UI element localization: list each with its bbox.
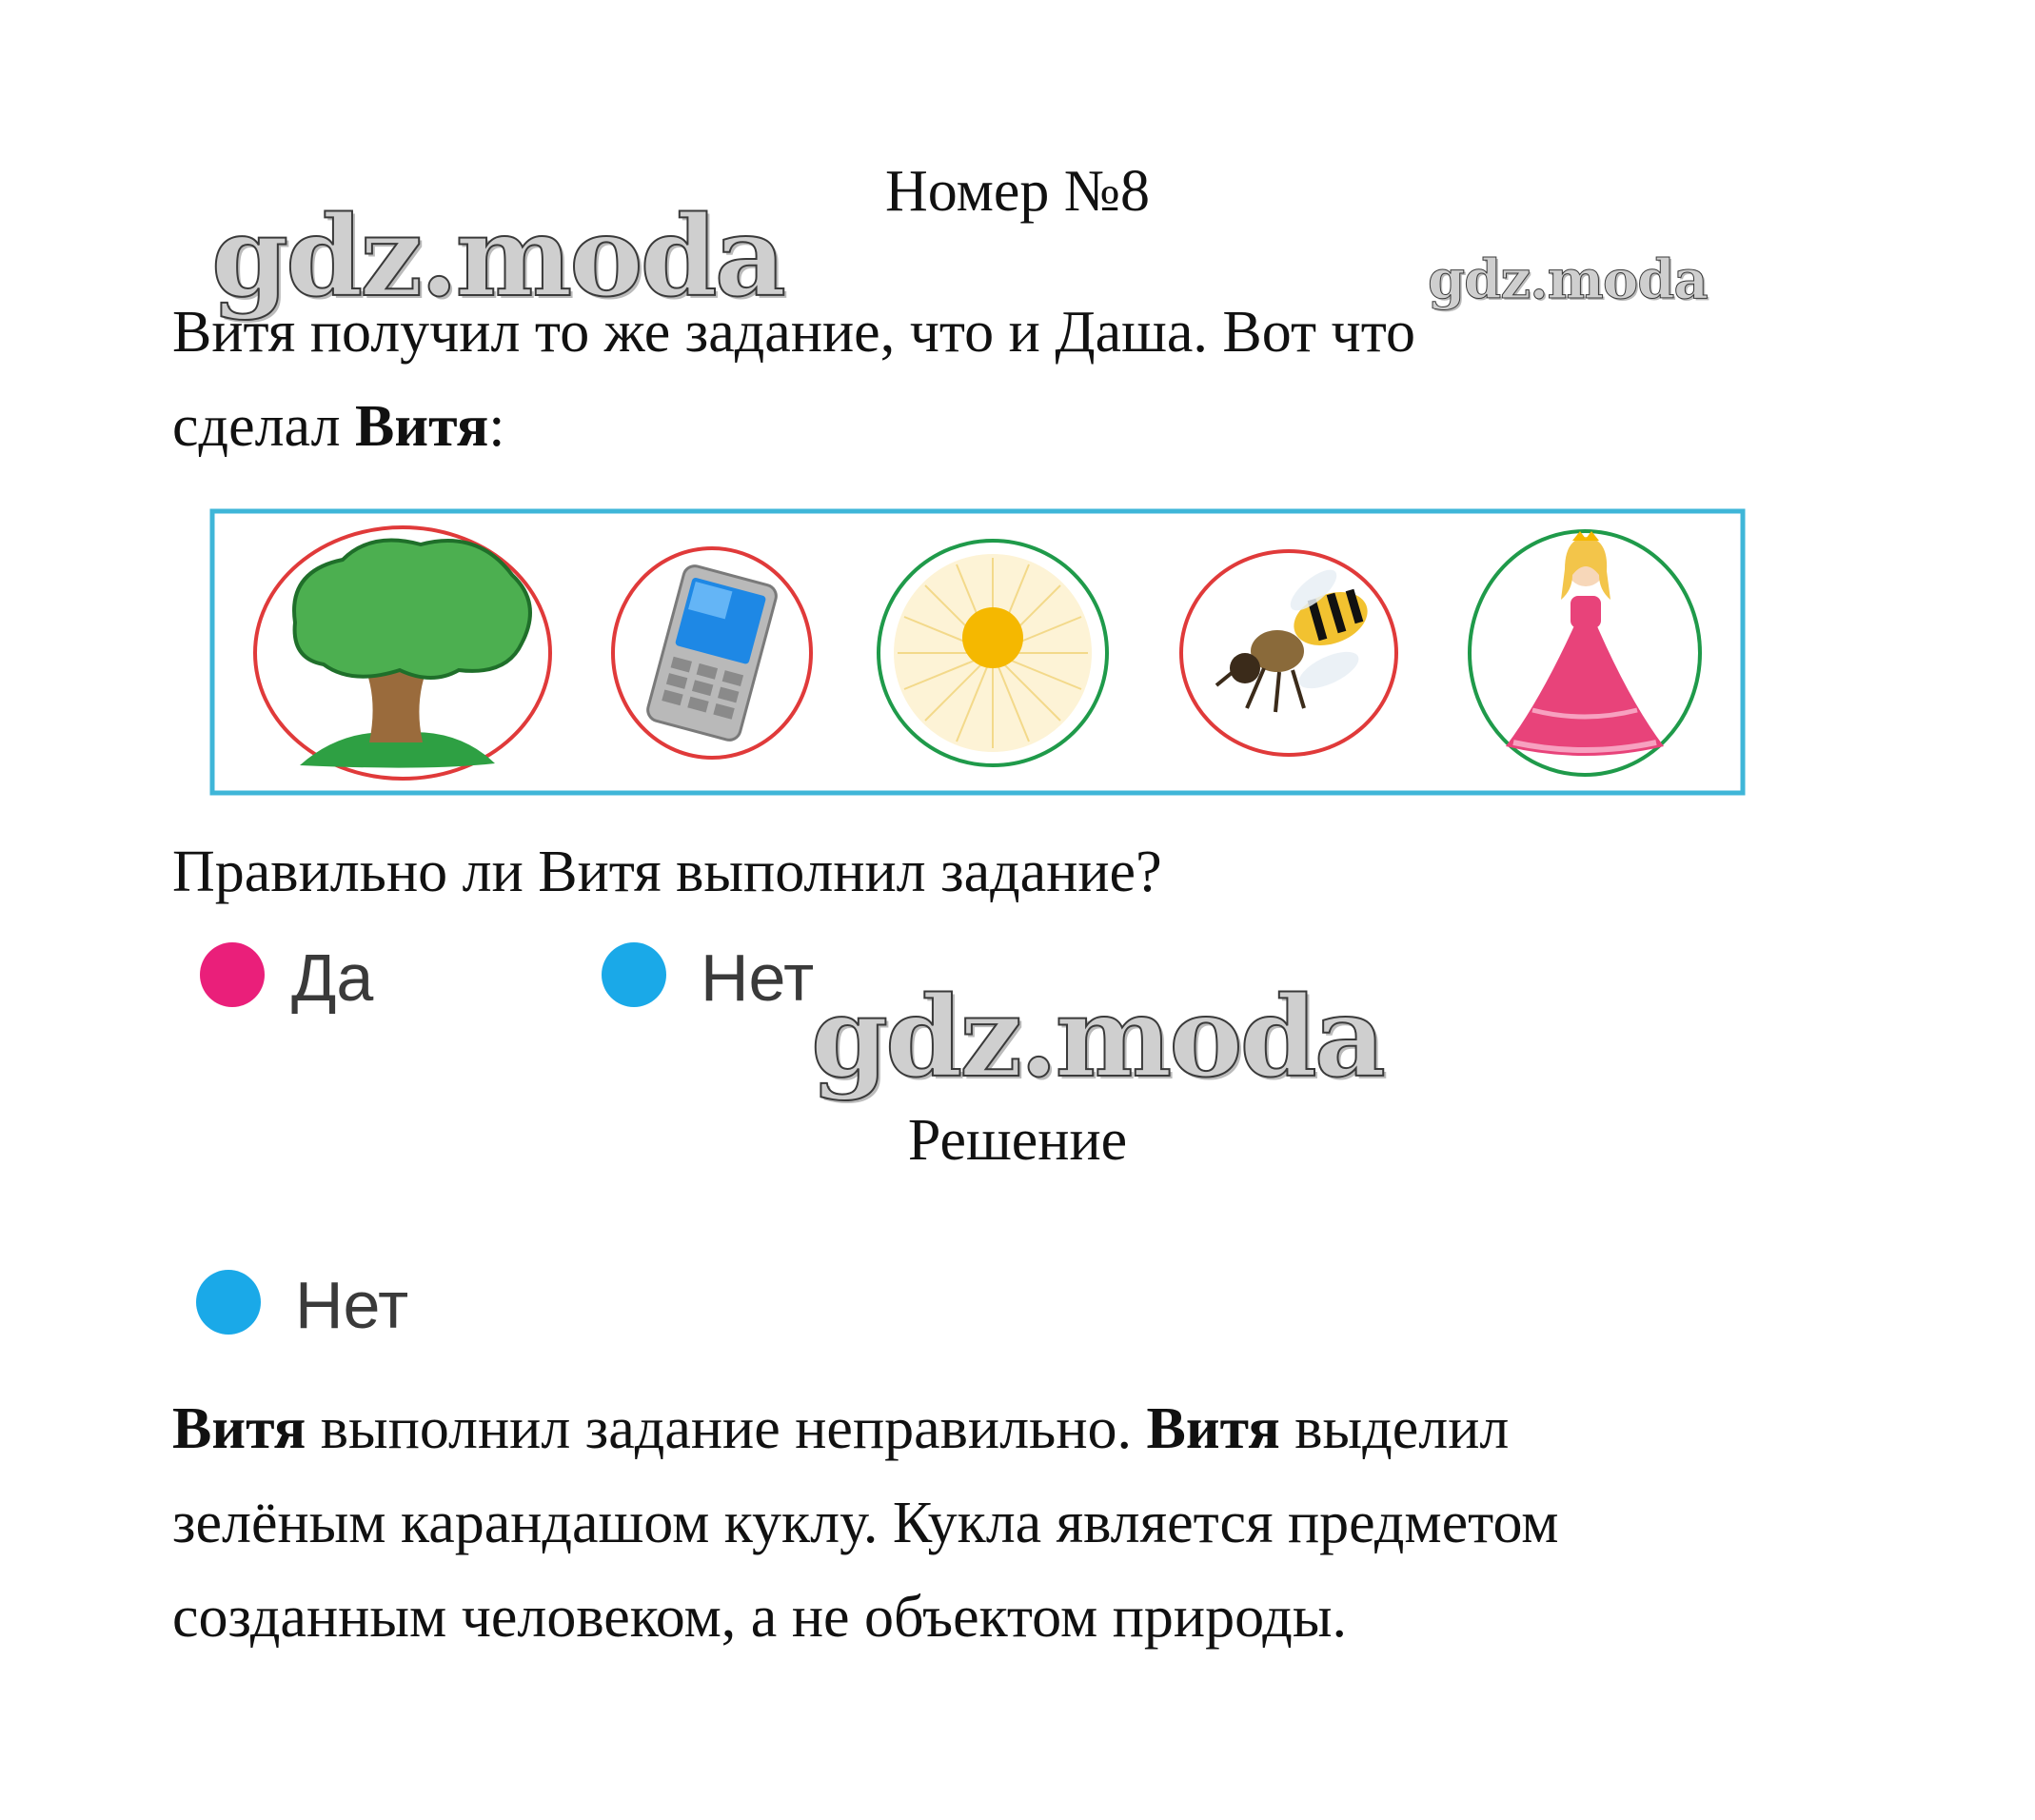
question-text: Правильно ли Витя выполнил задание? bbox=[172, 840, 1162, 904]
explanation-line-3: созданным человеком, а не объектом природы. bbox=[172, 1585, 1348, 1651]
page-title: Номер №8 bbox=[884, 159, 1150, 224]
solution-answer-dot bbox=[196, 1270, 261, 1335]
solution-heading: Решение bbox=[907, 1108, 1128, 1173]
task-text bbox=[172, 286, 1415, 474]
watermark-logo-small: gdz.moda bbox=[1428, 248, 1708, 311]
option-no-dot bbox=[602, 942, 666, 1007]
explanation-text-1: выполнил задание неправильно. bbox=[306, 1396, 1147, 1461]
mobile-phone-item bbox=[613, 548, 811, 758]
picture-strip bbox=[209, 508, 1748, 800]
doll-item bbox=[1470, 531, 1700, 775]
solution-answer-label: Нет bbox=[295, 1268, 409, 1342]
task-line-2-bold: Витя bbox=[355, 394, 489, 460]
watermark-logo-center: gdz.moda bbox=[811, 973, 1383, 1102]
bee-item bbox=[1181, 551, 1396, 755]
task-line-2-suffix: : bbox=[488, 394, 505, 460]
option-yes-dot bbox=[200, 942, 265, 1007]
task-line-2-prefix: сделал bbox=[172, 394, 356, 460]
solution-explanation bbox=[172, 1382, 1559, 1666]
sun-icon bbox=[962, 607, 1023, 668]
explanation-text-2: выделил bbox=[1279, 1396, 1510, 1461]
option-yes[interactable] bbox=[200, 939, 390, 1015]
option-yes-label: Да bbox=[291, 940, 374, 1015]
sun-item bbox=[879, 541, 1107, 765]
tree-item bbox=[255, 527, 550, 779]
solution-answer bbox=[196, 1266, 444, 1342]
watermark-logo: gdz.moda bbox=[211, 192, 783, 322]
option-no-label: Нет bbox=[701, 940, 815, 1015]
explanation-bold-2: Витя bbox=[1146, 1396, 1280, 1461]
explanation-line-2: зелёным карандашом куклу. Кукла является предметом bbox=[172, 1491, 1559, 1556]
explanation-bold-1: Витя bbox=[172, 1396, 306, 1461]
task-line-1: Витя получил то же задание, что и Даша. Вот что bbox=[172, 300, 1415, 365]
option-no[interactable] bbox=[602, 939, 830, 1015]
